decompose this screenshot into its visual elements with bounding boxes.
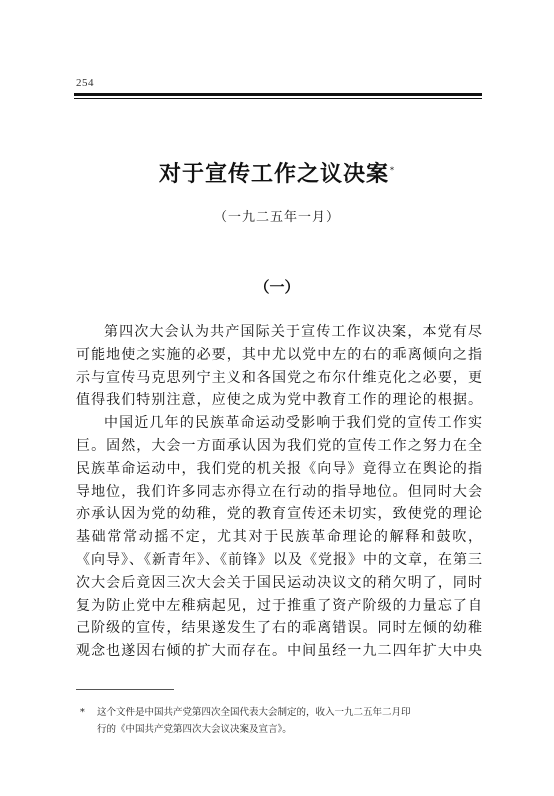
- body-line: 示与宣传马克思列宁主义和各国党之布尔什维克化之必要，更: [76, 369, 482, 386]
- header-rule-thin: [74, 98, 482, 99]
- body-line: 基础常常动摇不定，尤其对于民族革命理论的解释和鼓吹，: [76, 529, 482, 546]
- body-line: 复为防止党中左稚病起见，过于推重了资产阶级的力量忘了自: [76, 597, 482, 614]
- footnote-marker: *: [80, 707, 85, 718]
- page-number: 254: [76, 77, 94, 89]
- body-line: 可能地使之实施的必要，其中尤以党中左的右的乖离倾向之指: [76, 346, 482, 363]
- footnote-rule: [76, 689, 174, 690]
- body-line: 亦承认因为党的幼稚，党的教育宣传还未切实，致使党的理论: [76, 506, 482, 523]
- body-line: 《向导》、《新青年》、《前锋》以及《党报》中的文章，在第三: [76, 551, 482, 568]
- body-line: 中国近几年的民族革命运动受影响于我们党的宣传工作实: [104, 415, 482, 432]
- footnote-line: 行的《中国共产党第四次大会议决案及宣言》。: [97, 724, 292, 735]
- body-text: [76, 321, 482, 663]
- body-line: 观念也遂因右倾的扩大而存在。中间虽经一九二四年扩大中央: [76, 643, 482, 660]
- document-date: （一九二五年一月）: [213, 210, 340, 225]
- body-line: 导地位，我们许多同志亦得立在行动的指导地位。但同时大会: [76, 483, 482, 500]
- document-title: [0, 157, 554, 188]
- footnote-text: 这个文件是中国共产党第四次全国代表大会制定的，收入一九二五年二月印: [97, 707, 411, 718]
- body-line: 巨。固然，大会一方面承认因为我们党的宣传工作之努力在全: [76, 437, 482, 454]
- footnote-marker: *: [390, 165, 395, 175]
- body-line: 民族革命运动中，我们党的机关报《向导》竟得立在舆论的指: [76, 460, 482, 477]
- title-text: 对于宣传工作之议决案: [158, 161, 389, 187]
- footnote-line: [80, 704, 482, 721]
- header-rule-thick: [74, 93, 482, 96]
- footnote: [80, 704, 482, 738]
- body-line: 第四次大会认为共产国际关于宣传工作议决案，本党有尽: [104, 324, 482, 340]
- body-line: 次大会后竟因三次大会关于国民运动决议文的稍欠明了，同时: [76, 574, 482, 591]
- body-line: 己阶级的宣传，结果遂发生了右的乖离错误。同时左倾的幼稚: [76, 620, 482, 637]
- body-line: 值得我们特别注意，应使之成为党中教育工作的理论的根据。: [76, 392, 482, 409]
- section-heading: （一）: [254, 278, 300, 296]
